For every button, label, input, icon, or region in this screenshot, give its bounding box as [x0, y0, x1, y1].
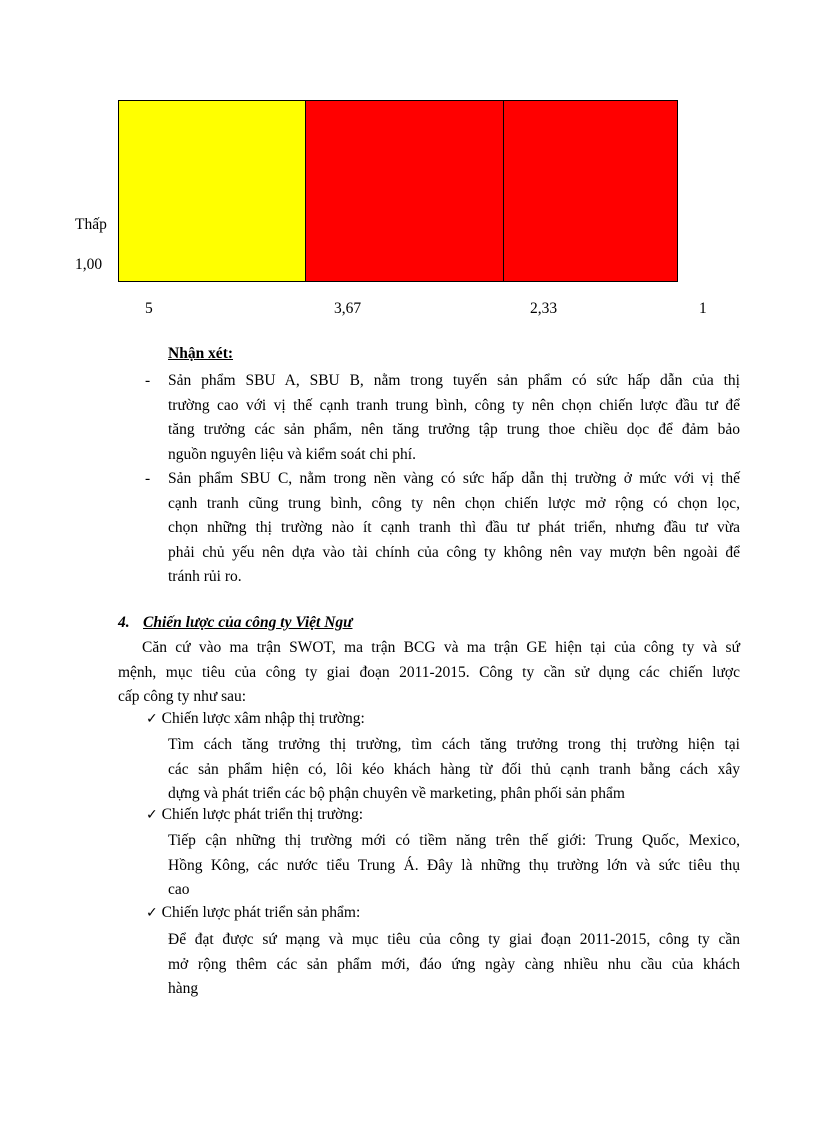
check-mark-icon: ✓: [146, 905, 158, 921]
strategy-heading-1: [146, 710, 365, 728]
strategy-heading-2: [146, 806, 363, 824]
ge-matrix-grid: [118, 100, 678, 282]
text-line: các sản phẩm hiện có, lôi kéo khách hàng từ đối thủ cạnh tranh bằng cách xây: [168, 760, 740, 778]
text-line: chọn những thị trường nào ít cạnh tranh thì đầu tư phát triển, nhưng đầu tư vừa: [168, 519, 740, 536]
strategy-heading-3: [146, 904, 360, 922]
y-axis-label-low: Thấp: [75, 216, 107, 233]
text-line: phải chủ yếu nên dựa vào tài chính của công ty không nên vay mượn bên ngoài để: [168, 543, 740, 561]
strategy-name: Chiến lược xâm nhập thị trường:: [161, 710, 365, 727]
text-line: cao: [168, 881, 190, 898]
text-line: Tìm cách tăng trưởng thị trường, tìm cách tăng trưởng trong thị trường hiện tại: [168, 736, 740, 753]
matrix-cell-red-middle: [306, 101, 504, 281]
text-line: hàng: [168, 980, 199, 997]
text-line: Tiếp cận những thị trường mới có tiềm năng trên thế giới: Trung Quốc, Mexico,: [168, 832, 740, 849]
text-line: tránh rủi ro.: [168, 568, 242, 585]
text-line: cấp công ty như sau:: [118, 688, 247, 705]
remark-item-1: [168, 369, 740, 467]
x-tick-label: 3,67: [334, 300, 362, 317]
check-mark-icon: ✓: [146, 711, 158, 727]
strategy-body-2: [168, 829, 740, 903]
x-tick-label: 5: [145, 300, 153, 317]
section-intro: [118, 636, 740, 710]
remark-item-2: [168, 467, 740, 590]
text-line: tăng trưởng các sản phẩm, nên tăng trưởng tập trung thoe chiều dọc để đảm bảo: [168, 421, 740, 438]
strategy-name: Chiến lược phát triển sản phẩm:: [161, 904, 361, 921]
text-line: Hồng Kông, các nước tiểu Trung Á. Đây là những thụ trường lớn và sức tiêu thụ: [168, 856, 740, 874]
section-number: 4.: [118, 614, 130, 631]
text-line: Sản phẩm SBU C, nằm trong nền vàng có sức hấp dẫn thị trường ở mức với vị thế: [168, 470, 740, 487]
strategy-name: Chiến lược phát triển thị trường:: [161, 806, 364, 823]
section-title: Chiến lược của công ty Việt Ngư: [143, 614, 353, 631]
bullet-dash: -: [145, 372, 151, 389]
text-line: nguồn nguyên liệu và kiểm soát chi phí.: [168, 445, 416, 463]
check-mark-icon: ✓: [146, 807, 158, 823]
text-line: Để đạt được sứ mạng và mục tiêu của công ty giai đoạn 2011-2015, công ty cần: [168, 931, 740, 948]
strategy-body-1: [168, 733, 740, 807]
matrix-cell-yellow: [119, 101, 306, 281]
strategy-body-3: [168, 928, 740, 1002]
bullet-dash: -: [145, 470, 151, 487]
x-tick-label: 1: [699, 300, 707, 317]
text-line: cạnh tranh cũng trung bình, công ty nên chọn chiến lược mở rộng có chọn lọc,: [168, 494, 740, 512]
text-line: mệnh, mục tiêu của công ty giai đoạn 2011-2015. Công ty cần sử dụng các chiến lược: [118, 663, 740, 681]
text-line: Sản phẩm SBU A, SBU B, nằm trong tuyến sản phẩm có sức hấp dẫn của thị: [168, 372, 740, 389]
y-axis-value: 1,00: [75, 256, 103, 273]
remarks-title: Nhận xét:: [168, 345, 234, 362]
x-tick-label: 2,33: [530, 300, 558, 317]
text-line: dựng và phát triển các bộ phận chuyên về marketing, phân phối sản phẩm: [168, 785, 625, 802]
text-line: mở rộng thêm các sản phẩm mới, đáo ứng ngày càng nhiều nhu cầu của khách: [168, 955, 740, 973]
matrix-cell-red-right: [504, 101, 677, 281]
text-line: trường cao với vị thế cạnh tranh trung bình, công ty nên chọn chiến lược đầu tư để: [168, 396, 740, 414]
text-line: Căn cứ vào ma trận SWOT, ma trận BCG và ma trận GE hiện tại của công ty và sứ: [142, 639, 740, 656]
